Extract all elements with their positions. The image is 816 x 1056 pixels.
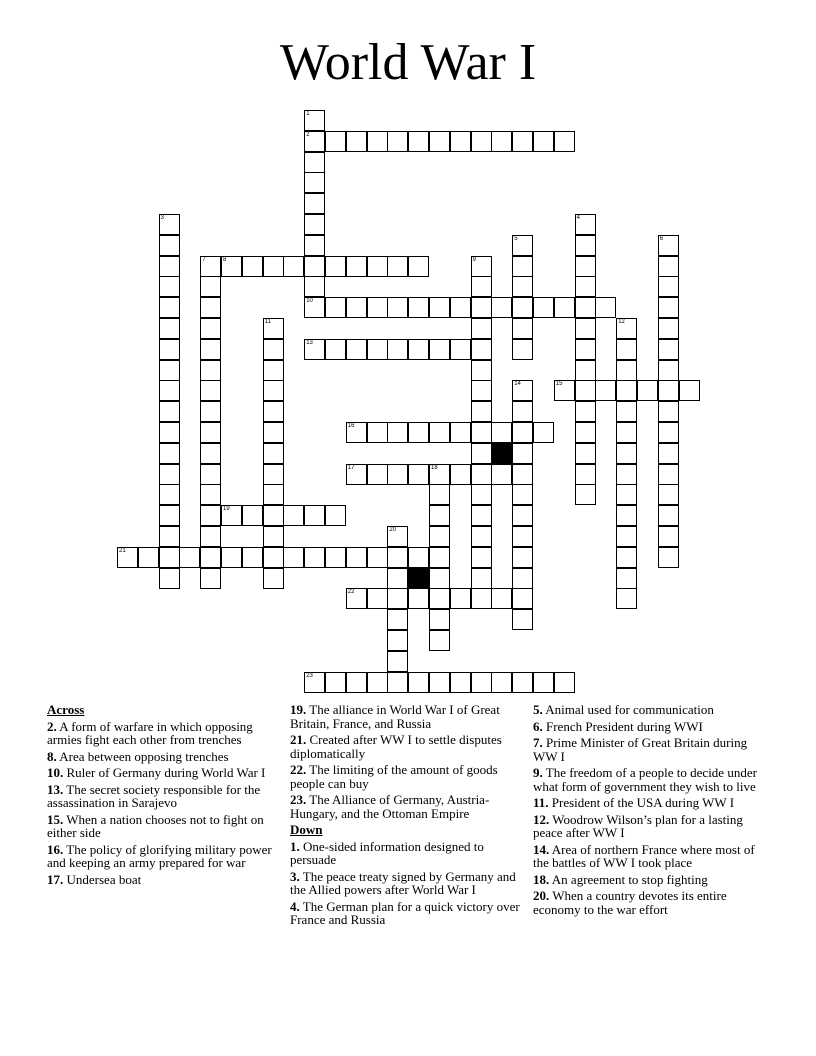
cell-number: 4 [576, 215, 580, 221]
grid-cell[interactable] [679, 380, 700, 401]
grid-cell[interactable] [450, 422, 471, 443]
grid-cell[interactable] [263, 464, 284, 485]
grid-cell[interactable] [325, 297, 346, 318]
clue-across-2: 2. A form of warfare in which opposing armies fight each other from trenches [47, 718, 253, 747]
cell-number: 14 [514, 381, 521, 388]
grid-cell[interactable] [387, 547, 408, 568]
grid-cell[interactable] [450, 672, 471, 693]
grid-cell[interactable] [346, 339, 367, 360]
grid-cell[interactable] [346, 131, 367, 152]
grid-cell[interactable] [575, 422, 596, 443]
grid-cell[interactable] [408, 256, 429, 277]
grid-cell[interactable] [200, 297, 221, 318]
grid-cell[interactable] [159, 484, 180, 505]
grid-cell[interactable] [533, 422, 554, 443]
down-header: Down [290, 822, 323, 837]
grid-cell[interactable] [304, 547, 325, 568]
grid-cell[interactable] [595, 297, 616, 318]
grid-cell[interactable] [346, 464, 367, 485]
grid-cell[interactable] [450, 131, 471, 152]
grid-cell[interactable] [387, 131, 408, 152]
grid-cell[interactable] [429, 609, 450, 630]
grid-cell[interactable] [616, 422, 637, 443]
grid-cell[interactable] [533, 672, 554, 693]
grid-cell[interactable] [387, 297, 408, 318]
grid-cell[interactable] [304, 297, 325, 318]
grid-cell[interactable] [491, 131, 512, 152]
grid-cell[interactable] [159, 339, 180, 360]
grid-cell[interactable] [554, 297, 575, 318]
grid-cell[interactable] [595, 380, 616, 401]
grid-cell[interactable] [387, 609, 408, 630]
grid-cell[interactable] [304, 152, 325, 173]
grid-cell[interactable] [367, 672, 388, 693]
grid-cell[interactable] [263, 568, 284, 589]
grid-cell[interactable] [304, 235, 325, 256]
grid-cell[interactable] [221, 256, 242, 277]
grid-cell[interactable] [367, 131, 388, 152]
grid-cell[interactable] [429, 588, 450, 609]
grid-cell[interactable] [408, 339, 429, 360]
puzzle-title: World War I [279, 34, 537, 91]
grid-cell[interactable] [200, 484, 221, 505]
grid-cell[interactable] [325, 547, 346, 568]
grid-cell[interactable] [346, 672, 367, 693]
grid-cell[interactable] [491, 464, 512, 485]
grid-cell[interactable] [450, 297, 471, 318]
grid-cell[interactable] [471, 505, 492, 526]
cell-number: 10 [306, 298, 313, 305]
grid-cell[interactable] [263, 547, 284, 568]
grid-cell[interactable] [658, 464, 679, 485]
cell-number: 21 [119, 547, 126, 554]
grid-cell[interactable] [387, 630, 408, 651]
grid-cell[interactable] [450, 339, 471, 360]
grid-cell[interactable] [471, 318, 492, 339]
grid-cell[interactable] [304, 276, 325, 297]
grid-cell[interactable] [554, 380, 575, 401]
grid-cell[interactable] [512, 505, 533, 526]
grid-cell[interactable] [387, 672, 408, 693]
grid-cell[interactable] [283, 256, 304, 277]
clue-across-13: 13. The secret society responsible for the assassination in Sarajevo [47, 781, 261, 810]
grid-cell[interactable] [429, 422, 450, 443]
grid-cell[interactable] [200, 422, 221, 443]
grid-cell[interactable] [263, 422, 284, 443]
grid-cell[interactable] [512, 568, 533, 589]
cell-number: 16 [347, 423, 355, 429]
grid-cell[interactable] [616, 339, 637, 360]
grid-cell[interactable] [575, 235, 596, 256]
grid-cell[interactable] [658, 380, 679, 401]
grid-cell[interactable] [471, 526, 492, 547]
grid-cell[interactable] [575, 214, 596, 235]
clue-down-12: 12. Woodrow Wilson’s plan for a lasting peace after WW I [533, 811, 743, 840]
grid-cell[interactable] [658, 318, 679, 339]
grid-cell[interactable] [387, 568, 408, 589]
grid-cell[interactable] [533, 131, 554, 152]
grid-cell[interactable] [616, 380, 637, 401]
grid-cell[interactable] [159, 422, 180, 443]
grid-cell[interactable] [471, 256, 492, 277]
grid-cell[interactable] [304, 339, 325, 360]
grid-cell[interactable] [263, 318, 284, 339]
grid-cell[interactable] [533, 297, 554, 318]
grid-cell[interactable] [512, 588, 533, 609]
grid-cell[interactable] [658, 547, 679, 568]
grid-cell[interactable] [575, 360, 596, 381]
grid-cell[interactable] [616, 547, 637, 568]
grid-cell[interactable] [512, 422, 533, 443]
grid-cell[interactable] [658, 360, 679, 381]
grid-cell[interactable] [575, 276, 596, 297]
cell-number: 1 [306, 111, 310, 117]
grid-cell[interactable] [304, 193, 325, 214]
across-header: Across [47, 702, 85, 717]
grid-cell[interactable] [263, 484, 284, 505]
grid-cell[interactable] [512, 547, 533, 568]
grid-cell[interactable] [159, 360, 180, 381]
grid-cell[interactable] [658, 276, 679, 297]
grid-cell[interactable] [408, 297, 429, 318]
grid-cell[interactable] [616, 568, 637, 589]
grid-cell[interactable] [512, 276, 533, 297]
grid-cell[interactable] [304, 131, 325, 152]
clue-down-5: 5. Animal used for communication [533, 702, 714, 717]
grid-cell[interactable] [304, 110, 325, 131]
grid-cell[interactable] [387, 526, 408, 547]
grid-cell[interactable] [408, 588, 429, 609]
cell-number: 18 [431, 464, 438, 471]
cell-number: 15 [555, 381, 563, 388]
clue-across-15: 15. When a nation chooses not to fight on either side [47, 811, 264, 840]
grid-cell[interactable] [346, 256, 367, 277]
grid-cell[interactable] [512, 401, 533, 422]
grid-cell[interactable] [346, 588, 367, 609]
grid-cell[interactable] [200, 505, 221, 526]
grid-cell[interactable] [263, 339, 284, 360]
grid-cell[interactable] [367, 547, 388, 568]
grid-cell[interactable] [367, 422, 388, 443]
grid-cell[interactable] [346, 297, 367, 318]
clue-down-7: 7. Prime Minister of Great Britain during WW I [533, 735, 748, 764]
cell-number: 9 [472, 256, 476, 263]
grid-cell[interactable] [491, 297, 512, 318]
grid-cell[interactable] [304, 214, 325, 235]
grid-cell[interactable] [658, 505, 679, 526]
grid-cell[interactable] [200, 547, 221, 568]
grid-cell[interactable] [471, 464, 492, 485]
cell-number: 2 [306, 131, 310, 138]
grid-cell[interactable] [616, 505, 637, 526]
grid-cell[interactable] [658, 422, 679, 443]
clue-down-20: 20. When a country devotes its entire economy to the war effort [533, 888, 727, 917]
grid-cell[interactable] [575, 256, 596, 277]
grid-cell[interactable] [512, 380, 533, 401]
grid-cell[interactable] [575, 380, 596, 401]
grid-cell[interactable] [429, 630, 450, 651]
grid-cell[interactable] [117, 547, 138, 568]
clue-across-8: 8. Area between opposing trenches [47, 748, 229, 764]
grid-cell[interactable] [159, 214, 180, 235]
grid-cell[interactable] [367, 588, 388, 609]
grid-cell[interactable] [616, 443, 637, 464]
black-cell [491, 443, 512, 464]
clue-down-9: 9. The freedom of a people to decide under what form of government they wish to live [533, 765, 757, 794]
clue-down-18: 18. An agreement to stop fighting [533, 871, 708, 887]
grid-cell[interactable] [325, 505, 346, 526]
grid-cell[interactable] [387, 256, 408, 277]
clue-down-4: 4. The German plan for a quick victory over France and Russia [290, 898, 520, 927]
clue-across-19: 19. The alliance in World War I of Great Britain, France, and Russia [290, 702, 500, 731]
grid-cell[interactable] [471, 588, 492, 609]
grid-cell[interactable] [471, 672, 492, 693]
cell-number: 7 [202, 256, 206, 263]
grid-cell[interactable] [512, 609, 533, 630]
grid-cell[interactable] [367, 297, 388, 318]
grid-cell[interactable] [471, 484, 492, 505]
clue-down-1: 1. One-sided information designed to persuade [290, 838, 484, 867]
grid-cell[interactable] [159, 568, 180, 589]
cell-number: 11 [264, 319, 271, 325]
grid-cell[interactable] [429, 131, 450, 152]
clue-column-3 [533, 703, 769, 919]
clue-down-6: 6. French President during WWI [533, 718, 703, 734]
grid-cell[interactable] [200, 339, 221, 360]
cell-number: 20 [389, 527, 397, 533]
grid-cell[interactable] [367, 464, 388, 485]
grid-cell[interactable] [242, 547, 263, 568]
grid-cell[interactable] [429, 464, 450, 485]
grid-cell[interactable] [658, 526, 679, 547]
grid-cell[interactable] [471, 297, 492, 318]
grid-cell[interactable] [429, 547, 450, 568]
grid-cell[interactable] [658, 339, 679, 360]
grid-cell[interactable] [200, 318, 221, 339]
grid-cell[interactable] [658, 484, 679, 505]
grid-cell[interactable] [408, 672, 429, 693]
grid-cell[interactable] [471, 568, 492, 589]
grid-cell[interactable] [283, 505, 304, 526]
grid-cell[interactable] [450, 588, 471, 609]
grid-cell[interactable] [512, 297, 533, 318]
grid-cell[interactable] [471, 380, 492, 401]
clue-across-21: 21. Created after WW I to settle disputes diplomatically [290, 732, 502, 761]
grid-cell[interactable] [159, 380, 180, 401]
grid-cell[interactable] [512, 235, 533, 256]
grid-cell[interactable] [304, 256, 325, 277]
clue-down-3: 3. The peace treaty signed by Germany and the Allied powers after World War I [290, 868, 516, 897]
grid-cell[interactable] [304, 172, 325, 193]
grid-cell[interactable] [325, 672, 346, 693]
grid-cell[interactable] [387, 464, 408, 485]
grid-cell[interactable] [471, 401, 492, 422]
grid-cell[interactable] [263, 401, 284, 422]
grid-cell[interactable] [367, 339, 388, 360]
grid-cell[interactable] [658, 401, 679, 422]
grid-cell[interactable] [554, 672, 575, 693]
grid-cell[interactable] [429, 505, 450, 526]
grid-cell[interactable] [512, 443, 533, 464]
grid-cell[interactable] [471, 339, 492, 360]
grid-cell[interactable] [512, 339, 533, 360]
grid-cell[interactable] [263, 443, 284, 464]
grid-cell[interactable] [616, 526, 637, 547]
grid-cell[interactable] [242, 505, 263, 526]
grid-cell[interactable] [159, 256, 180, 277]
grid-cell[interactable] [575, 297, 596, 318]
grid-cell[interactable] [159, 547, 180, 568]
clue-down-11: 11. President of the USA during WW I [533, 795, 735, 810]
grid-cell[interactable] [200, 443, 221, 464]
clue-across-22: 22. The limiting of the amount of goods people can buy [290, 762, 498, 791]
grid-cell[interactable] [512, 484, 533, 505]
grid-cell[interactable] [616, 401, 637, 422]
cell-number: 8 [223, 256, 227, 263]
grid-cell[interactable] [263, 380, 284, 401]
grid-cell[interactable] [387, 651, 408, 672]
grid-cell[interactable] [512, 464, 533, 485]
grid-cell[interactable] [658, 297, 679, 318]
grid-cell[interactable] [554, 131, 575, 152]
black-cell [408, 568, 429, 589]
clue-column-1 [47, 703, 283, 889]
grid-cell[interactable] [491, 588, 512, 609]
grid-cell[interactable] [512, 526, 533, 547]
grid-cell[interactable] [512, 131, 533, 152]
clue-across-16: 16. The policy of glorifying military power and keeping an army prepared for war [47, 841, 272, 870]
grid-cell[interactable] [491, 672, 512, 693]
grid-cell[interactable] [575, 318, 596, 339]
grid-cell[interactable] [200, 360, 221, 381]
cell-number: 6 [659, 235, 664, 242]
cell-number: 17 [347, 464, 355, 471]
grid-cell[interactable] [408, 422, 429, 443]
grid-cell[interactable] [471, 276, 492, 297]
grid-cell[interactable] [658, 235, 679, 256]
grid-cell[interactable] [408, 464, 429, 485]
grid-cell[interactable] [159, 505, 180, 526]
grid-cell[interactable] [616, 484, 637, 505]
cell-number: 3 [160, 215, 164, 221]
grid-cell[interactable] [346, 422, 367, 443]
grid-cell[interactable] [512, 672, 533, 693]
grid-cell[interactable] [263, 526, 284, 547]
grid-cell[interactable] [159, 318, 180, 339]
grid-cell[interactable] [200, 401, 221, 422]
grid-cell[interactable] [616, 360, 637, 381]
grid-cell[interactable] [159, 235, 180, 256]
grid-cell[interactable] [159, 276, 180, 297]
grid-cell[interactable] [429, 526, 450, 547]
grid-cell[interactable] [637, 380, 658, 401]
grid-cell[interactable] [471, 443, 492, 464]
grid-cell[interactable] [471, 547, 492, 568]
grid-cell[interactable] [283, 547, 304, 568]
grid-cell[interactable] [450, 464, 471, 485]
grid-cell[interactable] [658, 256, 679, 277]
grid-cell[interactable] [200, 526, 221, 547]
grid-cell[interactable] [159, 443, 180, 464]
grid-cell[interactable] [200, 464, 221, 485]
grid-cell[interactable] [179, 547, 200, 568]
grid-cell[interactable] [471, 360, 492, 381]
clue-column-2 [290, 703, 526, 930]
grid-cell[interactable] [138, 547, 159, 568]
grid-cell[interactable] [346, 547, 367, 568]
grid-cell[interactable] [512, 318, 533, 339]
grid-cell[interactable] [408, 131, 429, 152]
clue-down-14: 14. Area of northern France where most of the battles of WW I took place [533, 841, 755, 870]
cell-number: 13 [306, 339, 313, 346]
grid-cell[interactable] [200, 256, 221, 277]
grid-cell[interactable] [159, 297, 180, 318]
grid-cell[interactable] [325, 339, 346, 360]
grid-cell[interactable] [263, 360, 284, 381]
grid-cell[interactable] [658, 443, 679, 464]
cell-number: 22 [347, 589, 355, 596]
grid-cell[interactable] [491, 422, 512, 443]
grid-cell[interactable] [200, 568, 221, 589]
grid-cell[interactable] [221, 547, 242, 568]
grid-cell[interactable] [429, 339, 450, 360]
grid-cell[interactable] [304, 505, 325, 526]
cell-number: 5 [514, 235, 518, 242]
grid-cell[interactable] [471, 131, 492, 152]
grid-cell[interactable] [263, 256, 284, 277]
cell-number: 23 [306, 672, 313, 679]
grid-cell[interactable] [575, 401, 596, 422]
grid-cell[interactable] [387, 422, 408, 443]
grid-cell[interactable] [512, 256, 533, 277]
grid-cell[interactable] [159, 464, 180, 485]
clue-across-17: 17. Undersea boat [47, 871, 142, 887]
clue-across-10: 10. Ruler of Germany during World War I [47, 765, 266, 780]
grid-cell[interactable] [429, 484, 450, 505]
grid-cell[interactable] [159, 526, 180, 547]
cell-number: 19 [223, 506, 230, 513]
grid-cell[interactable] [367, 256, 388, 277]
grid-cell[interactable] [616, 588, 637, 609]
grid-cell[interactable] [575, 484, 596, 505]
grid-cell[interactable] [408, 547, 429, 568]
grid-cell[interactable] [429, 297, 450, 318]
grid-cell[interactable] [242, 256, 263, 277]
grid-cell[interactable] [616, 318, 637, 339]
grid-cell[interactable] [429, 672, 450, 693]
grid-cell[interactable] [387, 588, 408, 609]
grid-cell[interactable] [325, 256, 346, 277]
clue-across-23: 23. The Alliance of Germany, Austria-Hungary, and the Ottoman Empire [290, 792, 490, 821]
grid-cell[interactable] [263, 505, 284, 526]
grid-cell[interactable] [159, 401, 180, 422]
grid-cell[interactable] [471, 422, 492, 443]
grid-cell[interactable] [387, 339, 408, 360]
grid-cell[interactable] [575, 443, 596, 464]
grid-cell[interactable] [200, 276, 221, 297]
grid-cell[interactable] [575, 464, 596, 485]
grid-cell[interactable] [616, 464, 637, 485]
grid-cell[interactable] [325, 131, 346, 152]
grid-cell[interactable] [575, 339, 596, 360]
grid-cell[interactable] [221, 505, 242, 526]
grid-cell[interactable] [200, 380, 221, 401]
grid-cell[interactable] [429, 568, 450, 589]
cell-number: 12 [618, 319, 625, 325]
grid-cell[interactable] [304, 672, 325, 693]
